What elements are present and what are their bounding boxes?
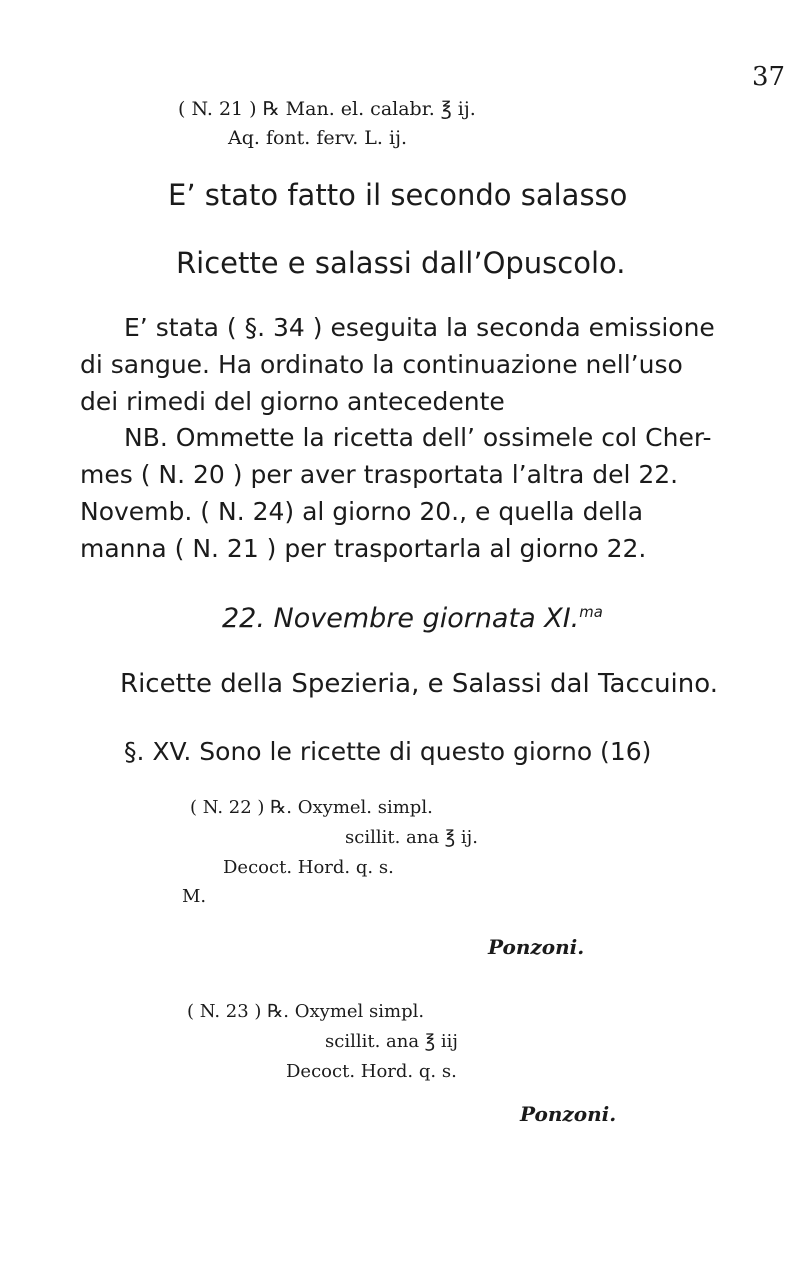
date-heading-sup: ma bbox=[579, 603, 603, 621]
top-recipe-line-1: ( N. 21 ) ℞ Man. el. calabr. ℥ ij. bbox=[178, 98, 476, 120]
heading-recipes-opuscolo: Ricette e salassi dall’Opuscolo. bbox=[176, 246, 626, 280]
nb-line: manna ( N. 21 ) per trasportarla al giorno 22. bbox=[80, 534, 647, 563]
nb-line: NB. Ommette la ricetta dell’ ossimele col Cher- bbox=[124, 423, 712, 452]
recipe-22-line-4: M. bbox=[182, 886, 207, 907]
paragraph-line: dei rimedi del giorno antecedente bbox=[80, 387, 505, 416]
recipe-23-line-2: scillit. ana ℥ iij bbox=[325, 1031, 459, 1052]
page-number: 37 bbox=[752, 62, 786, 92]
date-heading bbox=[222, 603, 603, 634]
nb-line: mes ( N. 20 ) per aver trasportata l’altra del 22. bbox=[80, 460, 679, 489]
section-heading: §. XV. Sono le ricette di questo giorno (16) bbox=[124, 737, 652, 766]
paragraph-line: di sangue. Ha ordinato la continuazione nell’uso bbox=[80, 350, 683, 379]
nb-line: Novemb. ( N. 24) al giorno 20., e quella della bbox=[80, 497, 644, 526]
recipe-22-line-1: ( N. 22 ) ℞. Oxymel. simpl. bbox=[190, 797, 433, 818]
recipe-22-line-2: scillit. ana ℥ ij. bbox=[345, 827, 478, 848]
top-recipe-line-2: Aq. font. ferv. L. ij. bbox=[228, 127, 408, 149]
recipe-23-signature: Ponzoni. bbox=[520, 1102, 617, 1126]
recipe-22-signature: Ponzoni. bbox=[488, 935, 585, 959]
recipe-23-line-3: Decoct. Hord. q. s. bbox=[286, 1061, 457, 1082]
paragraph-line: E’ stata ( §. 34 ) eseguita la seconda emissione bbox=[124, 313, 715, 342]
heading-recipes-taccuino: Ricette della Spezieria, e Salassi dal Taccuino. bbox=[120, 669, 718, 699]
date-heading-text: 22. Novembre giornata XI. bbox=[222, 603, 580, 634]
recipe-22-line-3: Decoct. Hord. q. s. bbox=[223, 857, 394, 878]
heading-second-bloodletting: E’ stato fatto il secondo salasso bbox=[168, 178, 628, 212]
recipe-23-line-1: ( N. 23 ) ℞. Oxymel simpl. bbox=[187, 1001, 425, 1022]
